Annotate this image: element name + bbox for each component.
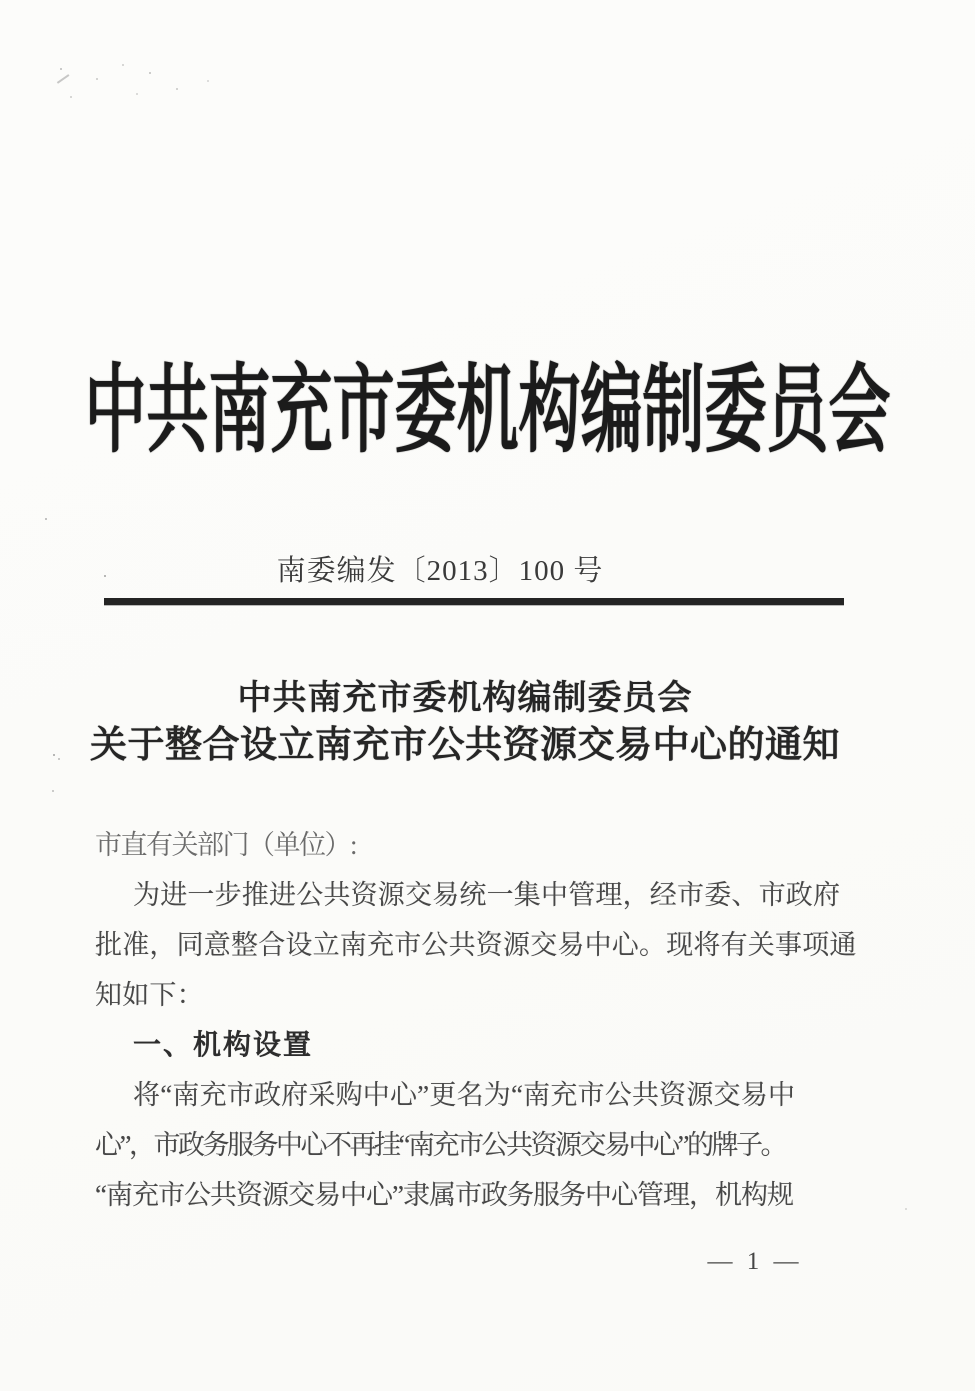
pencil-scratch-mark [57,74,69,83]
body-line: “南充市公共资源交易中心”隶属市政务服务中心管理，机构规 [95,1180,793,1210]
letterhead-masthead-title: 中共南充市委机构编制委员会 [84,359,891,465]
scan-noise-specks [0,0,2,2]
document-number: 南委编发〔2013〕100 号 [276,555,604,587]
section-heading: 一、机构设置 [133,1029,314,1060]
page-number: — 1 — [707,1248,803,1275]
body-line: 批准，同意整合设立南充市公共资源交易中心。现将有关事项通 [95,930,857,960]
notice-title [40,676,890,771]
body-line: 知如下： [95,980,204,1010]
body-line: 心”，市政务服务中心不再挂“南充市公共资源交易中心”的牌子。 [95,1130,785,1160]
notice-body [95,820,857,1220]
body-line: 将“南充市政府采购中心”更名为“南充市公共资源交易中 [133,1080,796,1110]
notice-title-line1: 中共南充市委机构编制委员会 [237,680,693,717]
notice-title-line2: 关于整合设立南充市公共资源交易中心的通知 [90,725,840,766]
letterhead-divider-rule [104,598,844,605]
salutation-line: 市直有关部门（单位）: [95,830,357,860]
body-line: 为进一步推进公共资源交易统一集中管理，经市委、市政府 [133,880,841,910]
